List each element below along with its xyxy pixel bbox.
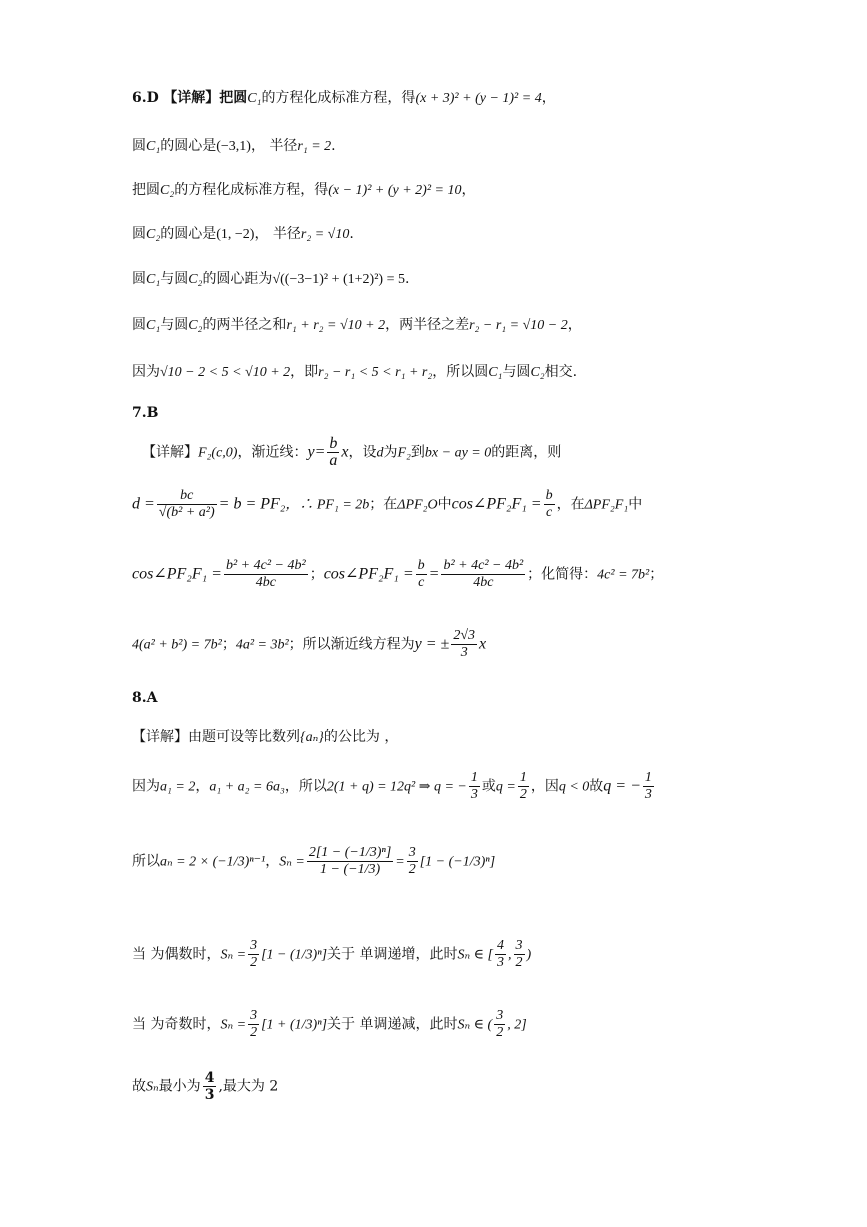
q8-line-5: 当 为奇数时，Sₙ = $\frac{3}{2}$ [1 + (1/3)ⁿ]关于 单调递减，此时Sₙ ∈ ( $\frac{3}{2}$ , 2]	[132, 1008, 527, 1040]
q8-line-3: 所以aₙ = 2 × (−1/3)ⁿ⁻¹，Sₙ = $\frac{\text{2[1 − (−1/3)ⁿ]}}{1 - (-1/3)}$ = $\frac{3}{2}$ [1 − (−1/3)ⁿ]	[132, 845, 496, 877]
q6-line-5: 圆C₁与圆C₂的圆心距为√((−3−1)² + (1+2)²) = 5.	[132, 271, 410, 287]
q6-answer-head: 6.D	[132, 90, 159, 106]
q6-line-2: 圆C₁的圆心是(−3,1)， 半径r₁ = 2.	[132, 138, 336, 154]
q7-line-1: 【详解】F₂(c,0)，渐近线：y= $\frac{b}{a}$ x，设d为F₂到bx − ay = 0的距离，则	[142, 435, 562, 469]
q8-answer-head: 8.A	[132, 690, 158, 706]
q8-line-2: 因为a₁ = 2，a₁ + a₂ = 6a₃，所以2(1 + q) = 12q² ⇒ q = − $\frac{1}{3}$ 或q = $\frac{1}{2}$ ，因q < 0故q = − $\frac{1}{3}$	[132, 770, 652, 802]
q6-line-3: 把圆C₂的方程化成标准方程，得(x − 1)² + (y + 2)² = 10，	[132, 182, 476, 198]
q6-line-6: 圆C₁与圆C₂的两半径之和r₁ + r₂ = √10 + 2，两半径之差r₂ − r₁ = √10 − 2，	[132, 317, 582, 333]
q7-line-4: 4(a² + b²) = 7b²；4a² = 3b²；所以渐近线方程为y = ± $\frac{2√3}{3}$ x	[132, 628, 487, 660]
q8-line-4: 当 为偶数时，Sₙ = $\frac{3}{2}$ [1 − (1/3)ⁿ]关于 单调递增，此时Sₙ ∈ [ $\frac{4}{3}$ , $\frac{3}{2}$ )	[132, 938, 532, 970]
q6-line-4: 圆C₂的圆心是(1, −2)， 半径r₂ = √10.	[132, 226, 354, 242]
q7-answer-head: 7.B	[132, 405, 159, 421]
q6-line-1: 6.D 【详解】把圆C₁的方程化成标准方程，得(x + 3)² + (y − 1)² = 4，	[132, 90, 556, 106]
q6-line-7: 因为√10 − 2 < 5 < √10 + 2，即r₂ − r₁ < 5 < r₁ + r₂，所以圆C₁与圆C₂相交.	[132, 364, 578, 380]
q8-line-6: 故Sₙ最小为 $\frac{4}{3}$ ,最大为 2	[132, 1070, 279, 1103]
q7-line-2: d = $\frac{bc}{\text{√(b² + a²)}}$ = b = PF₂，∴ PF₁ = 2b；在ΔPF₂O中cos∠PF₂F₁ = $\frac{b}{c}$ ，在ΔPF₂F₁中	[132, 488, 643, 520]
q7-line-3: cos∠PF₂F₁ = $\frac{\text{b² + 4c² − 4b²}}{4bc}$ ；cos∠PF₂F₁ = $\frac{b}{c}$ = $\frac{\text{b² + 4c² − 4b²}}{4bc}$ ；化简得：4c² = 7b²；	[132, 558, 664, 590]
q8-line-1: 【详解】由题可设等比数列{aₙ}的公比为 ，	[132, 729, 399, 745]
